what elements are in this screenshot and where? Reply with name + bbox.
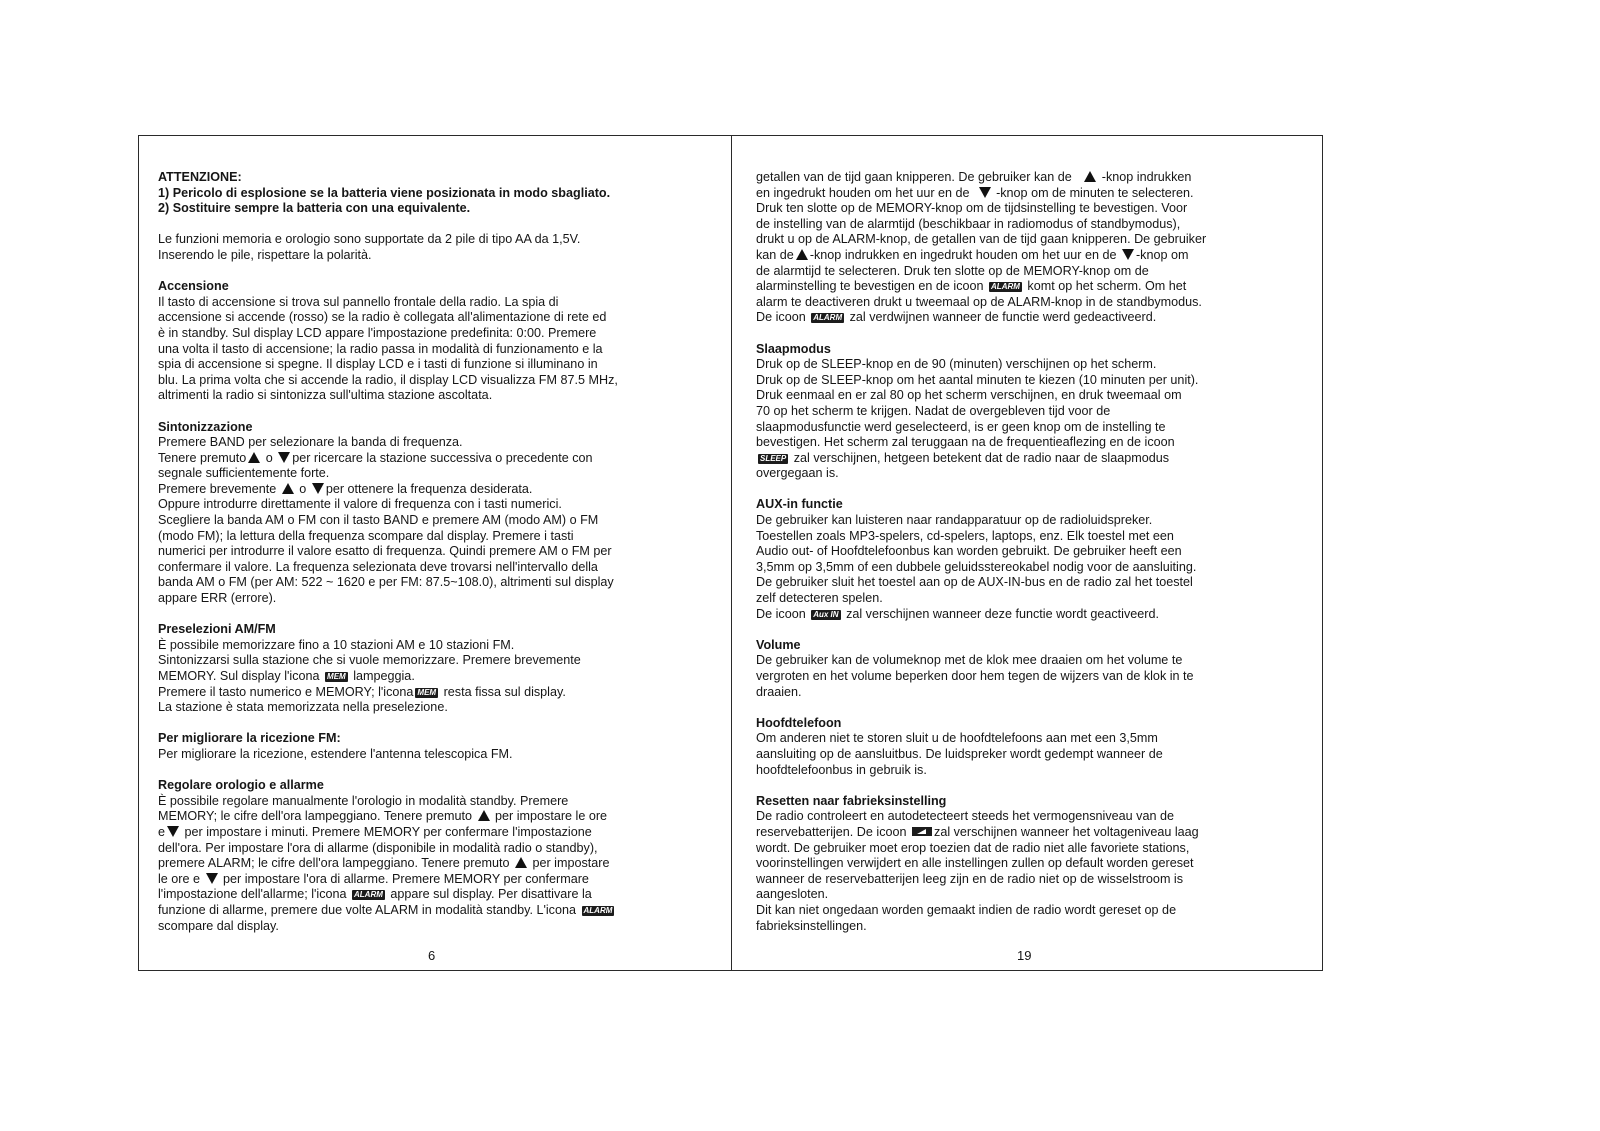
page-number: 19 — [1017, 948, 1032, 963]
text-span: premere ALARM; le cifre dell'ora lampeggiano. Tenere premuto — [158, 856, 510, 871]
body-line: vergroten en het volume beperken door hem tegen de wijzers van de klok in te — [756, 669, 1194, 683]
alarm-icon: ALARM — [583, 905, 613, 915]
text-span: De icoon — [756, 310, 806, 325]
text-span: resta fissa sul display. — [443, 684, 566, 699]
text-span: komt op het scherm. Om het — [1027, 279, 1187, 294]
text-span: zal verschijnen wanneer deze functie wordt geactiveerd. — [846, 606, 1159, 621]
preselezioni-section — [158, 622, 703, 716]
text-span: -knop om — [1135, 247, 1189, 262]
body-line: Premere BAND per selezionare la banda di frequenza. — [158, 435, 463, 450]
body-line — [756, 451, 1301, 467]
accensione-section — [158, 279, 703, 404]
body-line: È possibile memorizzare fino a 10 stazioni AM e 10 stazioni FM. — [158, 637, 515, 652]
body-line: accensione si accende (rosso) se la radio è collegata all'alimentazione di rete ed — [158, 310, 607, 325]
aux-in-icon: Aux IN — [813, 609, 839, 619]
body-line — [158, 887, 703, 903]
body-line: Druk ten slotte op de MEMORY-knop om de tijdsinstelling te bevestigen. Voor — [756, 201, 1188, 216]
body-line: è in standby. Sul display LCD appare l'impostazione predefinita: 0:00. Premere — [158, 325, 597, 340]
up-arrow-icon — [248, 452, 260, 463]
alarm-icon: ALARM — [354, 890, 383, 900]
body-line — [158, 482, 703, 498]
body-line: zelf detecteren spelen. — [756, 591, 883, 606]
body-line — [158, 451, 703, 467]
ricezione-section — [158, 731, 703, 762]
continuation-section — [756, 170, 1301, 326]
body-line — [158, 872, 703, 888]
battery-low-icon — [912, 827, 932, 836]
body-line — [756, 310, 1301, 326]
body-line: Per migliorare la ricezione, estendere l'antenna telescopica FM. — [158, 746, 513, 761]
up-arrow-icon — [478, 810, 490, 821]
text-span: per impostare le ore — [495, 809, 608, 824]
body-line: wanneer de reservebatterijen leeg zijn en de radio niet op de wisselstroom is — [756, 871, 1184, 886]
body-line: bevestigen. Het scherm zal teruggaan na de frequentieaflezing en de icoon — [756, 435, 1175, 450]
body-line: È possibile regolare manualmente l'orologio in modalità standby. Premere — [158, 793, 569, 808]
text-span: Premere brevemente — [158, 481, 277, 496]
text-span: -knop indrukken en ingedrukt houden om het uur en de — [809, 247, 1117, 262]
section-heading: Preselezioni AM/FM — [158, 622, 276, 637]
body-line: slaapmodusfunctie werd geselecteerd, is er geen knop om de instelling te — [756, 419, 1166, 434]
text-span: en ingedrukt houden om het uur en de — [756, 185, 970, 200]
body-line: una volta il tasto di accensione; la radio passa in modalità di funzionamento e la — [158, 341, 603, 356]
text-span: lampeggia. — [353, 669, 415, 683]
body-line: hoofdtelefoonbus in gebruik is. — [756, 762, 927, 777]
down-arrow-icon — [312, 483, 324, 494]
section-heading: Hoofdtelefoon — [756, 715, 842, 730]
body-line: De gebruiker sluit het toestel aan op de AUX-IN-bus en de radio zal het toestel — [756, 575, 1193, 590]
body-line: segnale sufficientemente forte. — [158, 466, 330, 481]
text-span: getallen van de tijd gaan knipperen. De gebruiker kan de — [756, 170, 1072, 184]
up-arrow-icon — [1084, 171, 1096, 182]
text-span: e — [158, 824, 166, 839]
body-line — [756, 279, 1301, 295]
body-line — [158, 685, 703, 701]
body-line: Audio out- of Hoofdtelefoonbus kan worden gebruikt. De gebruiker heeft een — [756, 544, 1182, 559]
text-span: per impostare l'ora di allarme. Premere MEMORY per confermare — [223, 871, 589, 886]
text-span: zal verdwijnen wanneer de functie werd gedeactiveerd. — [849, 310, 1157, 325]
body-line — [756, 186, 1301, 202]
body-line: (modo FM); la lettura della frequenza scompare dal display. Premere i tasti — [158, 528, 574, 543]
down-arrow-icon — [278, 452, 290, 463]
section-heading: Sintonizzazione — [158, 419, 253, 434]
body-line — [756, 170, 1301, 186]
body-line: drukt u op de ALARM-knop, de getallen van de tijd gaan knipperen. De gebruiker — [756, 232, 1207, 247]
mem-icon: MEM — [417, 687, 437, 697]
body-line: 70 op het scherm te krijgen. Nadat de overgebleven tijd voor de — [756, 403, 1111, 418]
text-span: reservebatterijen. De icoon — [756, 824, 907, 839]
page-number: 6 — [428, 948, 436, 963]
body-line — [756, 825, 1301, 841]
text-span: zal verschijnen wanneer het voltageniveau laag — [934, 824, 1199, 839]
text-span: zal verschijnen, hetgeen betekent dat de radio naar de slaapmodus — [793, 450, 1170, 465]
up-arrow-icon — [282, 483, 294, 494]
resetten-section — [756, 794, 1301, 934]
body-line: voorinstellingen verwijdert en alle instellingen zullen op default worden gereset — [756, 856, 1194, 871]
text-span: alarminstelling te bevestigen en de icoon — [756, 279, 984, 294]
body-line: de alarmtijd te selecteren. Druk ten slotte op de MEMORY-knop om de — [756, 263, 1149, 278]
section-heading: Accensione — [158, 279, 229, 294]
body-line: aangesloten. — [756, 887, 829, 902]
intro-line: Le funzioni memoria e orologio sono supportate da 2 pile di tipo AA da 1,5V. — [158, 232, 581, 247]
intro-section — [158, 232, 703, 263]
orologio-section — [158, 778, 703, 934]
text-span: appare sul display. Per disattivare la — [390, 887, 592, 902]
manual-spread — [138, 135, 1323, 971]
body-line: numerici per introdurre il valore esatto di frequenza. Quindi premere AM o FM per — [158, 544, 612, 559]
page-divider — [731, 136, 732, 970]
up-arrow-icon — [796, 249, 808, 260]
text-span: per ottenere la frequenza desiderata. — [325, 481, 533, 496]
body-line — [158, 903, 703, 919]
section-heading: Per migliorare la ricezione FM: — [158, 731, 341, 746]
text-span: De icoon — [756, 606, 806, 621]
body-line: Dit kan niet ongedaan worden gemaakt indien de radio wordt gereset op de — [756, 902, 1177, 917]
body-line — [158, 669, 703, 685]
text-span: -knop indrukken — [1101, 170, 1192, 184]
intro-line: Inserendo le pile, rispettare la polarità. — [158, 247, 372, 262]
text-span: le ore e — [158, 871, 201, 886]
text-span: o — [299, 481, 307, 496]
body-line: Druk op de SLEEP-knop om het aantal minuten te kiezen (10 minuten per unit). — [756, 372, 1199, 387]
body-line: Il tasto di accensione si trova sul pannello frontale della radio. La spia di — [158, 294, 559, 309]
slaapmodus-section — [756, 342, 1301, 482]
body-line: Oppure introdurre direttamente il valore di frequenza con i tasti numerici. — [158, 497, 562, 512]
section-heading: Slaapmodus — [756, 341, 831, 356]
sintonizzazione-section — [158, 420, 703, 607]
body-line: aansluiting op de aansluitbus. De luidspreker wordt gedempt wanneer de — [756, 746, 1163, 761]
warning-line: 2) Sostituire sempre la batteria con una equivalente. — [158, 201, 471, 216]
left-page — [158, 170, 703, 950]
text-span: per ricercare la stazione successiva o precedente con — [292, 450, 593, 465]
down-arrow-icon — [206, 873, 218, 884]
body-line: alarm te deactiveren drukt u tweemaal op de ALARM-knop in de standbymodus. — [756, 294, 1202, 309]
body-line — [756, 607, 1301, 623]
body-line: Druk eenmaal en er zal 80 op het scherm verschijnen, en druk tweemaal om — [756, 388, 1182, 403]
down-arrow-icon — [1122, 249, 1134, 260]
body-line: appare ERR (errore). — [158, 591, 277, 606]
alarm-icon: ALARM — [813, 313, 843, 323]
body-line: 3,5mm op 3,5mm of een dubbele geluidsstereokabel nodig voor de aansluiting. — [756, 559, 1197, 574]
text-span: MEMORY. Sul display l'icona — [158, 669, 320, 683]
text-span: MEMORY; le cifre dell'ora lampeggiano. Tenere premuto — [158, 809, 473, 824]
text-span: funzione di allarme, premere due volte ALARM in modalità standby. L'icona — [158, 902, 576, 917]
text-span: l'impostazione dell'allarme; l'icona — [158, 887, 347, 902]
body-line: blu. La prima volta che si accende la radio, il display LCD visualizza FM 87.5 MHz, — [158, 372, 618, 387]
body-line: Toestellen zoals MP3-spelers, cd-spelers, laptops, enz. Elk toestel met een — [756, 528, 1174, 543]
body-line: fabrieksinstellingen. — [756, 918, 867, 933]
section-heading: Regolare orologio e allarme — [158, 778, 324, 793]
text-span: per impostare — [532, 856, 610, 871]
mem-icon: MEM — [327, 672, 346, 681]
body-line: Scegliere la banda AM o FM con il tasto BAND e premere AM (modo AM) o FM — [158, 513, 599, 528]
body-line: De gebruiker kan luisteren naar randapparatuur op de radioluidspreker. — [756, 513, 1153, 528]
section-heading: AUX-in functie — [756, 497, 843, 512]
text-span: kan de — [756, 247, 794, 262]
body-line: Sintonizzarsi sulla stazione che si vuole memorizzare. Premere brevemente — [158, 653, 581, 668]
warning-title: ATTENZIONE: — [158, 170, 242, 184]
text-span: -knop om de minuten te selecteren. — [996, 185, 1194, 200]
text-span: Tenere premuto — [158, 450, 247, 465]
body-line: La stazione è stata memorizzata nella preselezione. — [158, 700, 448, 715]
body-line — [756, 248, 1301, 264]
down-arrow-icon — [979, 187, 991, 198]
body-line: De radio controleert en autodetecteert steeds het vermogensniveau van de — [756, 809, 1174, 824]
volume-section — [756, 638, 1301, 700]
warning-section — [158, 170, 703, 217]
down-arrow-icon — [167, 826, 179, 837]
aux-section — [756, 497, 1301, 622]
text-span: per impostare i minuti. Premere MEMORY per confermare l'impostazione — [184, 824, 592, 839]
warning-line: 1) Pericolo di esplosione se la batteria viene posizionata in modo sbagliato. — [158, 185, 611, 200]
body-line: de instelling van de alarmtijd (beschikbaar in radiomodus of standbymodus), — [756, 216, 1181, 231]
section-heading: Volume — [756, 637, 801, 652]
body-line: spia di accensione si spegne. Il display LCD e i tasti di funzione si illuminano in — [158, 357, 598, 372]
text-span: o — [265, 450, 273, 465]
sleep-icon: SLEEP — [760, 453, 787, 463]
body-line — [158, 825, 703, 841]
body-line: wordt. De gebruiker moet erop toezien dat de radio niet alle favoriete stations, — [756, 840, 1190, 855]
hoofdtelefoon-section — [756, 716, 1301, 778]
body-line: confermare il valore. La frequenza selezionata deve trovarsi nell'intervallo della — [158, 559, 598, 574]
alarm-icon: ALARM — [991, 282, 1020, 292]
body-line — [158, 809, 703, 825]
body-line: Druk op de SLEEP-knop en de 90 (minuten) verschijnen op het scherm. — [756, 357, 1157, 372]
body-line: Om anderen niet te storen sluit u de hoofdtelefoons aan met een 3,5mm — [756, 731, 1158, 746]
body-line: altrimenti la radio si sintonizza sull'ultima stazione ascoltata. — [158, 388, 493, 403]
right-page — [756, 170, 1301, 950]
text-span: Premere il tasto numerico e MEMORY; l'icona — [158, 684, 414, 699]
section-heading: Resetten naar fabrieksinstelling — [756, 793, 947, 808]
body-line: scompare dal display. — [158, 918, 279, 933]
body-line: draaien. — [756, 684, 802, 699]
body-line — [158, 856, 703, 872]
body-line: banda AM o FM (per AM: 522 ~ 1620 e per FM: 87.5~108.0), altrimenti sul display — [158, 575, 614, 590]
body-line: overgegaan is. — [756, 466, 839, 481]
body-line: dell'ora. Per impostare l'ora di allarme (disponibile in modalità radio o standby), — [158, 840, 598, 855]
body-line: De gebruiker kan de volumeknop met de klok mee draaien om het volume te — [756, 653, 1183, 668]
up-arrow-icon — [515, 857, 527, 868]
